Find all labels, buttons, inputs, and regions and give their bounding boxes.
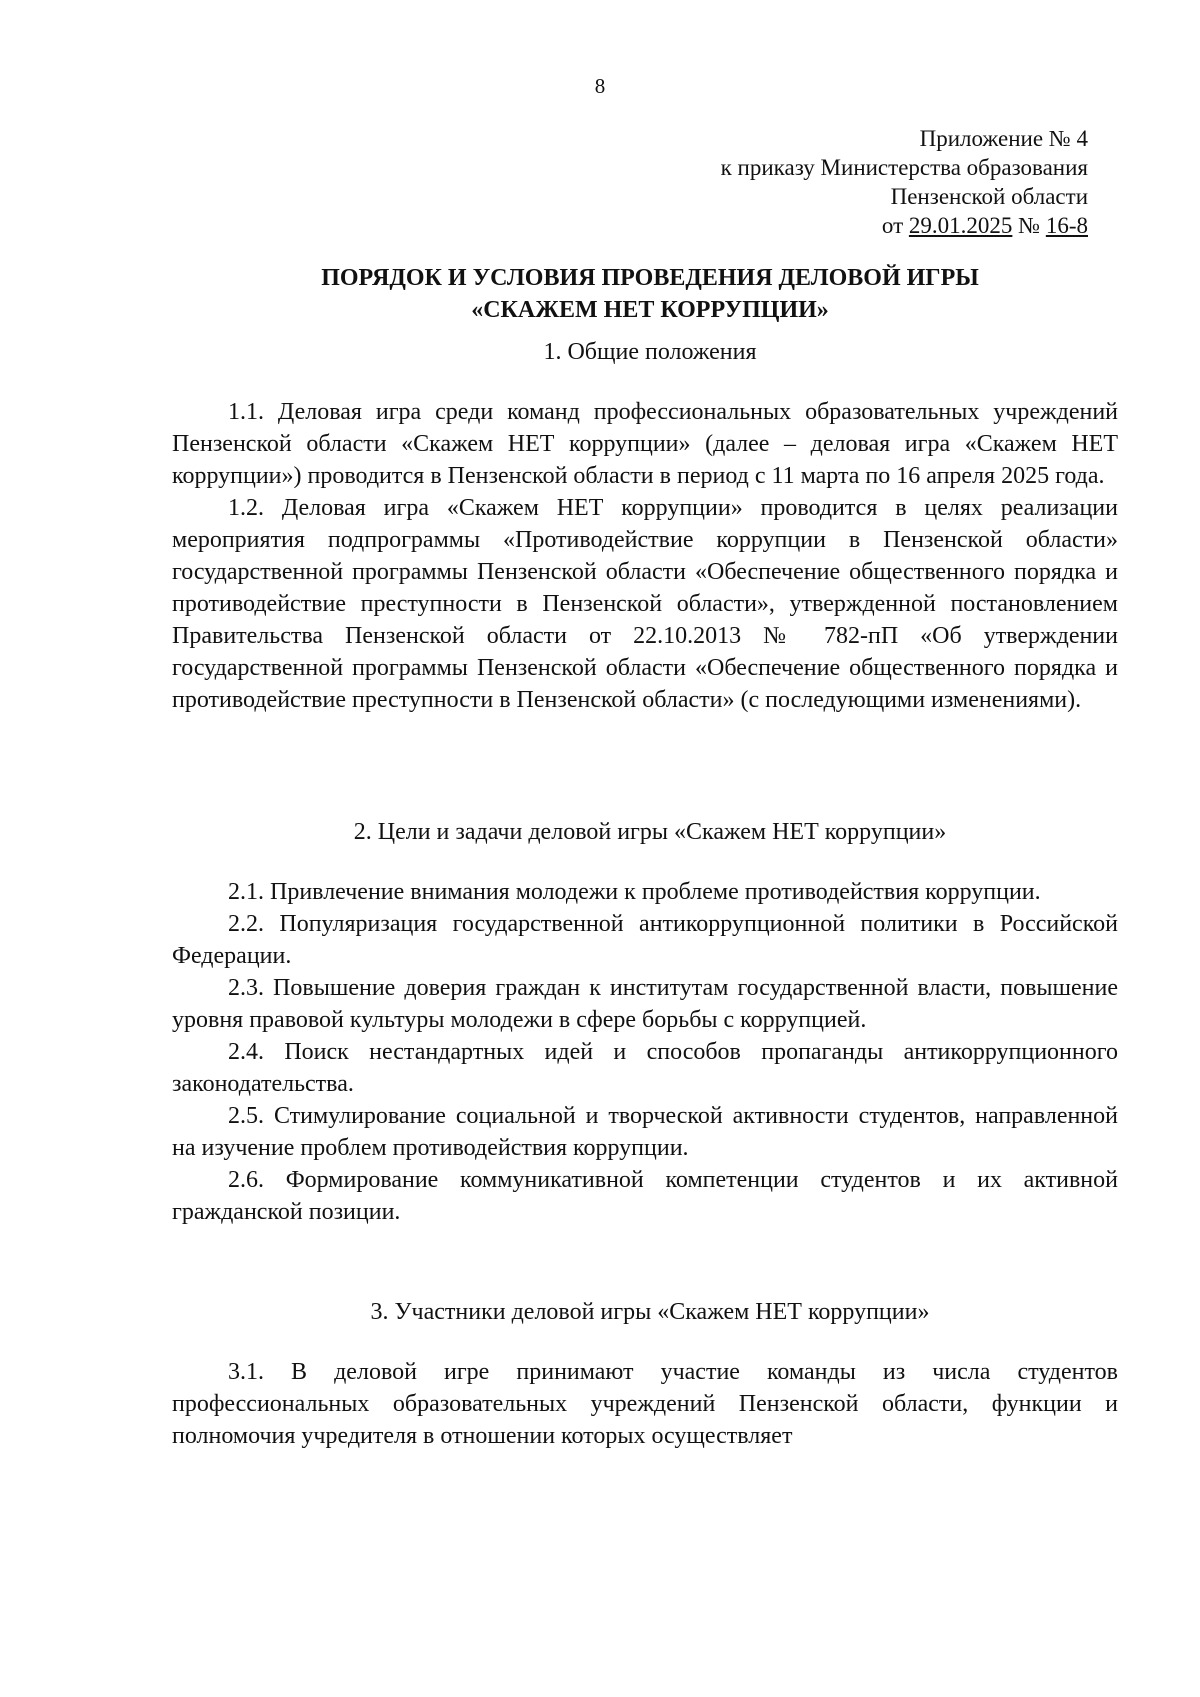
annex-date: 29.01.2025 — [908, 213, 1013, 238]
annex-header — [721, 124, 1088, 240]
title-line: ПОРЯДОК И УСЛОВИЯ ПРОВЕДЕНИЯ ДЕЛОВОЙ ИГРЫ — [321, 265, 979, 291]
annex-number-prefix: № — [1012, 213, 1046, 238]
annex-date-line — [721, 211, 1088, 240]
section-body — [172, 396, 1118, 716]
paragraph: 2.2. Популяризация государственной антикоррупционной политики в Российской Федерации. — [172, 911, 1118, 969]
paragraph: 3.1. В деловой игре принимают участие команды из числа студентов профессиональных образовательных учреждений Пензенской области, функции и полномочия учредителя в отношении которых осуществляет — [172, 1359, 1118, 1449]
section-heading: 2. Цели и задачи деловой игры «Скажем НЕТ коррупции» — [353, 819, 947, 845]
paragraph: 1.1. Деловая игра среди команд профессиональных образовательных учреждений Пензенской области «Скажем НЕТ коррупции» (далее – деловая игра «Скажем НЕТ коррупции») проводится в Пензенской области в период с 11 марта по 16 апреля 2025 года. — [172, 399, 1118, 489]
annex-number: 16-8 — [1045, 213, 1088, 238]
document-title — [120, 262, 1180, 326]
paragraph: 2.6. Формирование коммуникативной компетенции студентов и их активной гражданской позиции. — [172, 1167, 1118, 1225]
title-line: «СКАЖЕМ НЕТ КОРРУПЦИИ» — [471, 297, 829, 323]
paragraph: 2.5. Стимулирование социальной и творческой активности студентов, направленной на изучение проблем противодействия коррупции. — [172, 1103, 1118, 1161]
annex-line: Приложение № 4 — [919, 126, 1088, 151]
section-heading: 3. Участники деловой игры «Скажем НЕТ коррупции» — [370, 1299, 930, 1325]
page-number: 8 — [594, 74, 606, 98]
section-body — [172, 1356, 1118, 1452]
paragraph: 1.2. Деловая игра «Скажем НЕТ коррупции» проводится в целях реализации мероприятия подпрограммы «Противодействие коррупции в Пензенской области» государственной программы Пензенской области «Обеспечение общественного порядка и противодействие преступности в Пензенской области», утвержденной постановлением Правительства Пензенской области от 22.10.2013 № 782-пП «Об утверждении государственной программы Пензенской области «Обеспечение общественного порядка и противодействие преступности в Пензенской области» (с последующими изменениями). — [172, 495, 1118, 713]
section-heading: 1. Общие положения — [543, 339, 757, 365]
annex-line: к приказу Министерства образования — [720, 155, 1088, 180]
annex-line: Пензенской области — [890, 184, 1088, 209]
annex-date-prefix: от — [881, 213, 909, 238]
paragraph: 2.4. Поиск нестандартных идей и способов пропаганды антикоррупционного законодательства. — [172, 1039, 1118, 1097]
section-body — [172, 876, 1118, 1228]
paragraph: 2.3. Повышение доверия граждан к институтам государственной власти, повышение уровня правовой культуры молодежи в сфере борьбы с коррупцией. — [172, 975, 1118, 1033]
paragraph: 2.1. Привлечение внимания молодежи к проблеме противодействия коррупции. — [228, 879, 1041, 905]
